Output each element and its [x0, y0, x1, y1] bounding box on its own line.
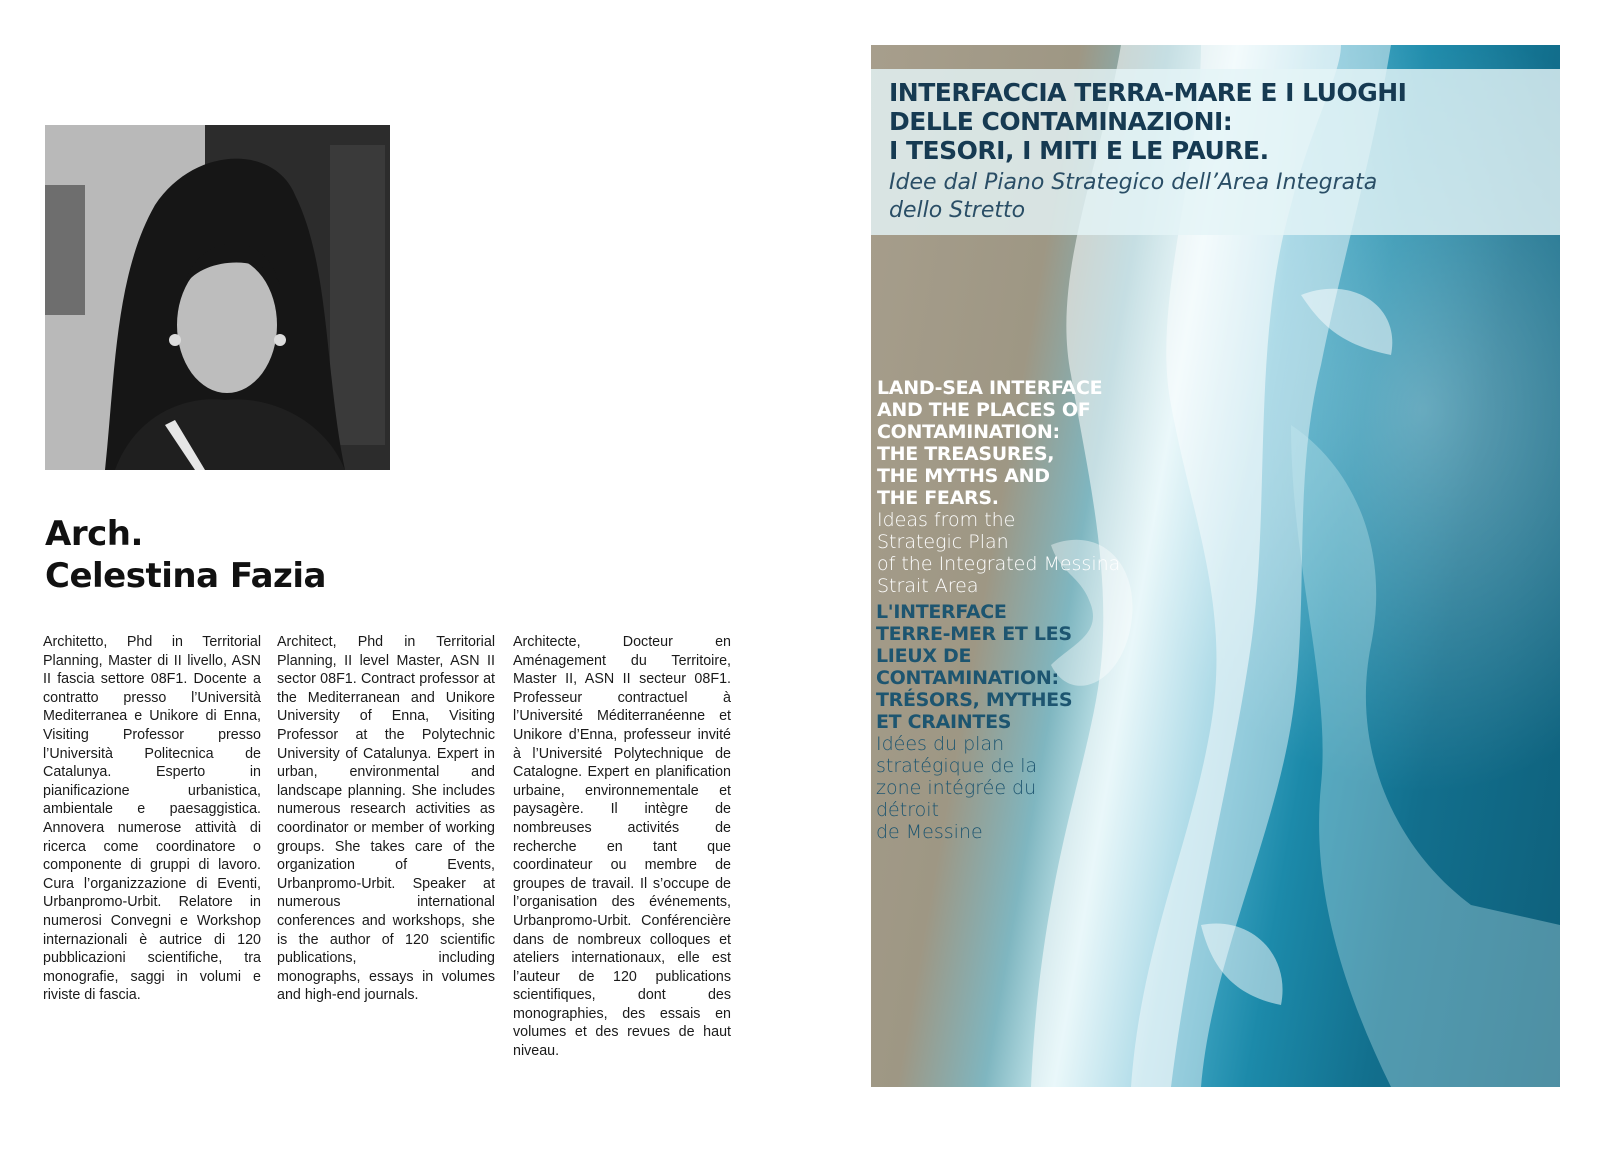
cover-subtitle-french: Idées du plan stratégique de la zone intégrée du détroit de Messine: [876, 733, 1038, 843]
cover-title-english: LAND-SEA INTERFACE AND THE PLACES OF CONTAMINATION: THE TREASURES, THE MYTHS AND THE FEARS.: [877, 377, 1103, 509]
cover-panel: [871, 45, 1560, 1087]
cover-subtitle-italian: Idee dal Piano Strategico dell’Area Integrata dello Stretto: [889, 170, 1378, 223]
bio-italian: Architetto, Phd in Territorial Planning, Master di II livello, ASN II fascia settore 08F1. Docente a contratto presso l’Università Mediterranea e Unikore di Enna, Visiting Professor presso l’Università Politecnica de Catalunya. Esperto in pianificazione urbanistica, ambientale e paesaggistica. Annovera numerose attività di ricerca come coordinatore o componente di gruppi di lavoro. Cura l’organizzazione di Eventi, Urbanpromo-Urbit. Relatore in numerosi Convegni e Workshop internazionali è autrice di 120 pubblicazioni scientifiche, tra monografie, saggi in volumi e riviste di fascia.: [43, 634, 261, 1004]
cover-subtitle-english: Ideas from the Strategic Plan of the Integrated Messina Strait Area: [877, 509, 1121, 597]
cover-title-french: L'INTERFACE TERRE-MER ET LES LIEUX DE CONTAMINATION: TRÉSORS, MYTHES ET CRAINTES: [876, 601, 1073, 733]
author-name: Arch. Celestina Fazia: [45, 514, 326, 596]
bio-english: Architect, Phd in Territorial Planning, II level Master, ASN II sector 08F1. Contract professor at the Mediterranean and Unikore University of Enna, Visiting Professor at the Polytechnic University of Catalunya. Expert in urban, environmental and landscape planning. She includes numerous research activities as coordinator or member of working groups. She takes care of the organization of Events, Urbanpromo-Urbit. Speaker at numerous international conferences and workshops, she is the author of 120 scientific publications, including monographs, essays in volumes and high-end journals.: [277, 634, 495, 1004]
cover-title-italian: INTERFACCIA TERRA-MARE E I LUOGHI DELLE CONTAMINAZIONI: I TESORI, I MITI E LE PAURE.: [889, 78, 1407, 165]
bio-french: Architecte, Docteur en Aménagement du Territoire, Master II, ASN II secteur 08F1. Professeur contractuel à l’Université Méditerranéenne et Unikore d’Enna, professeur invité à l’Université Polytechnique de Catalogne. Expert en planification urbaine, environnementale et paysagère. Il intègre de nombreuses activités de recherche en tant que coordinateur ou membre de groupes de travail. Il s’occupe de l’organisation des événements, Urbanpromo-Urbit. Conférencière dans de nombreux colloques et ateliers internationaux, elle est l’auteur de 120 publications scientifiques, dont des monographies, des essais en volumes et des revues de haut niveau.: [513, 634, 731, 1060]
author-portrait-photo: [45, 125, 390, 470]
